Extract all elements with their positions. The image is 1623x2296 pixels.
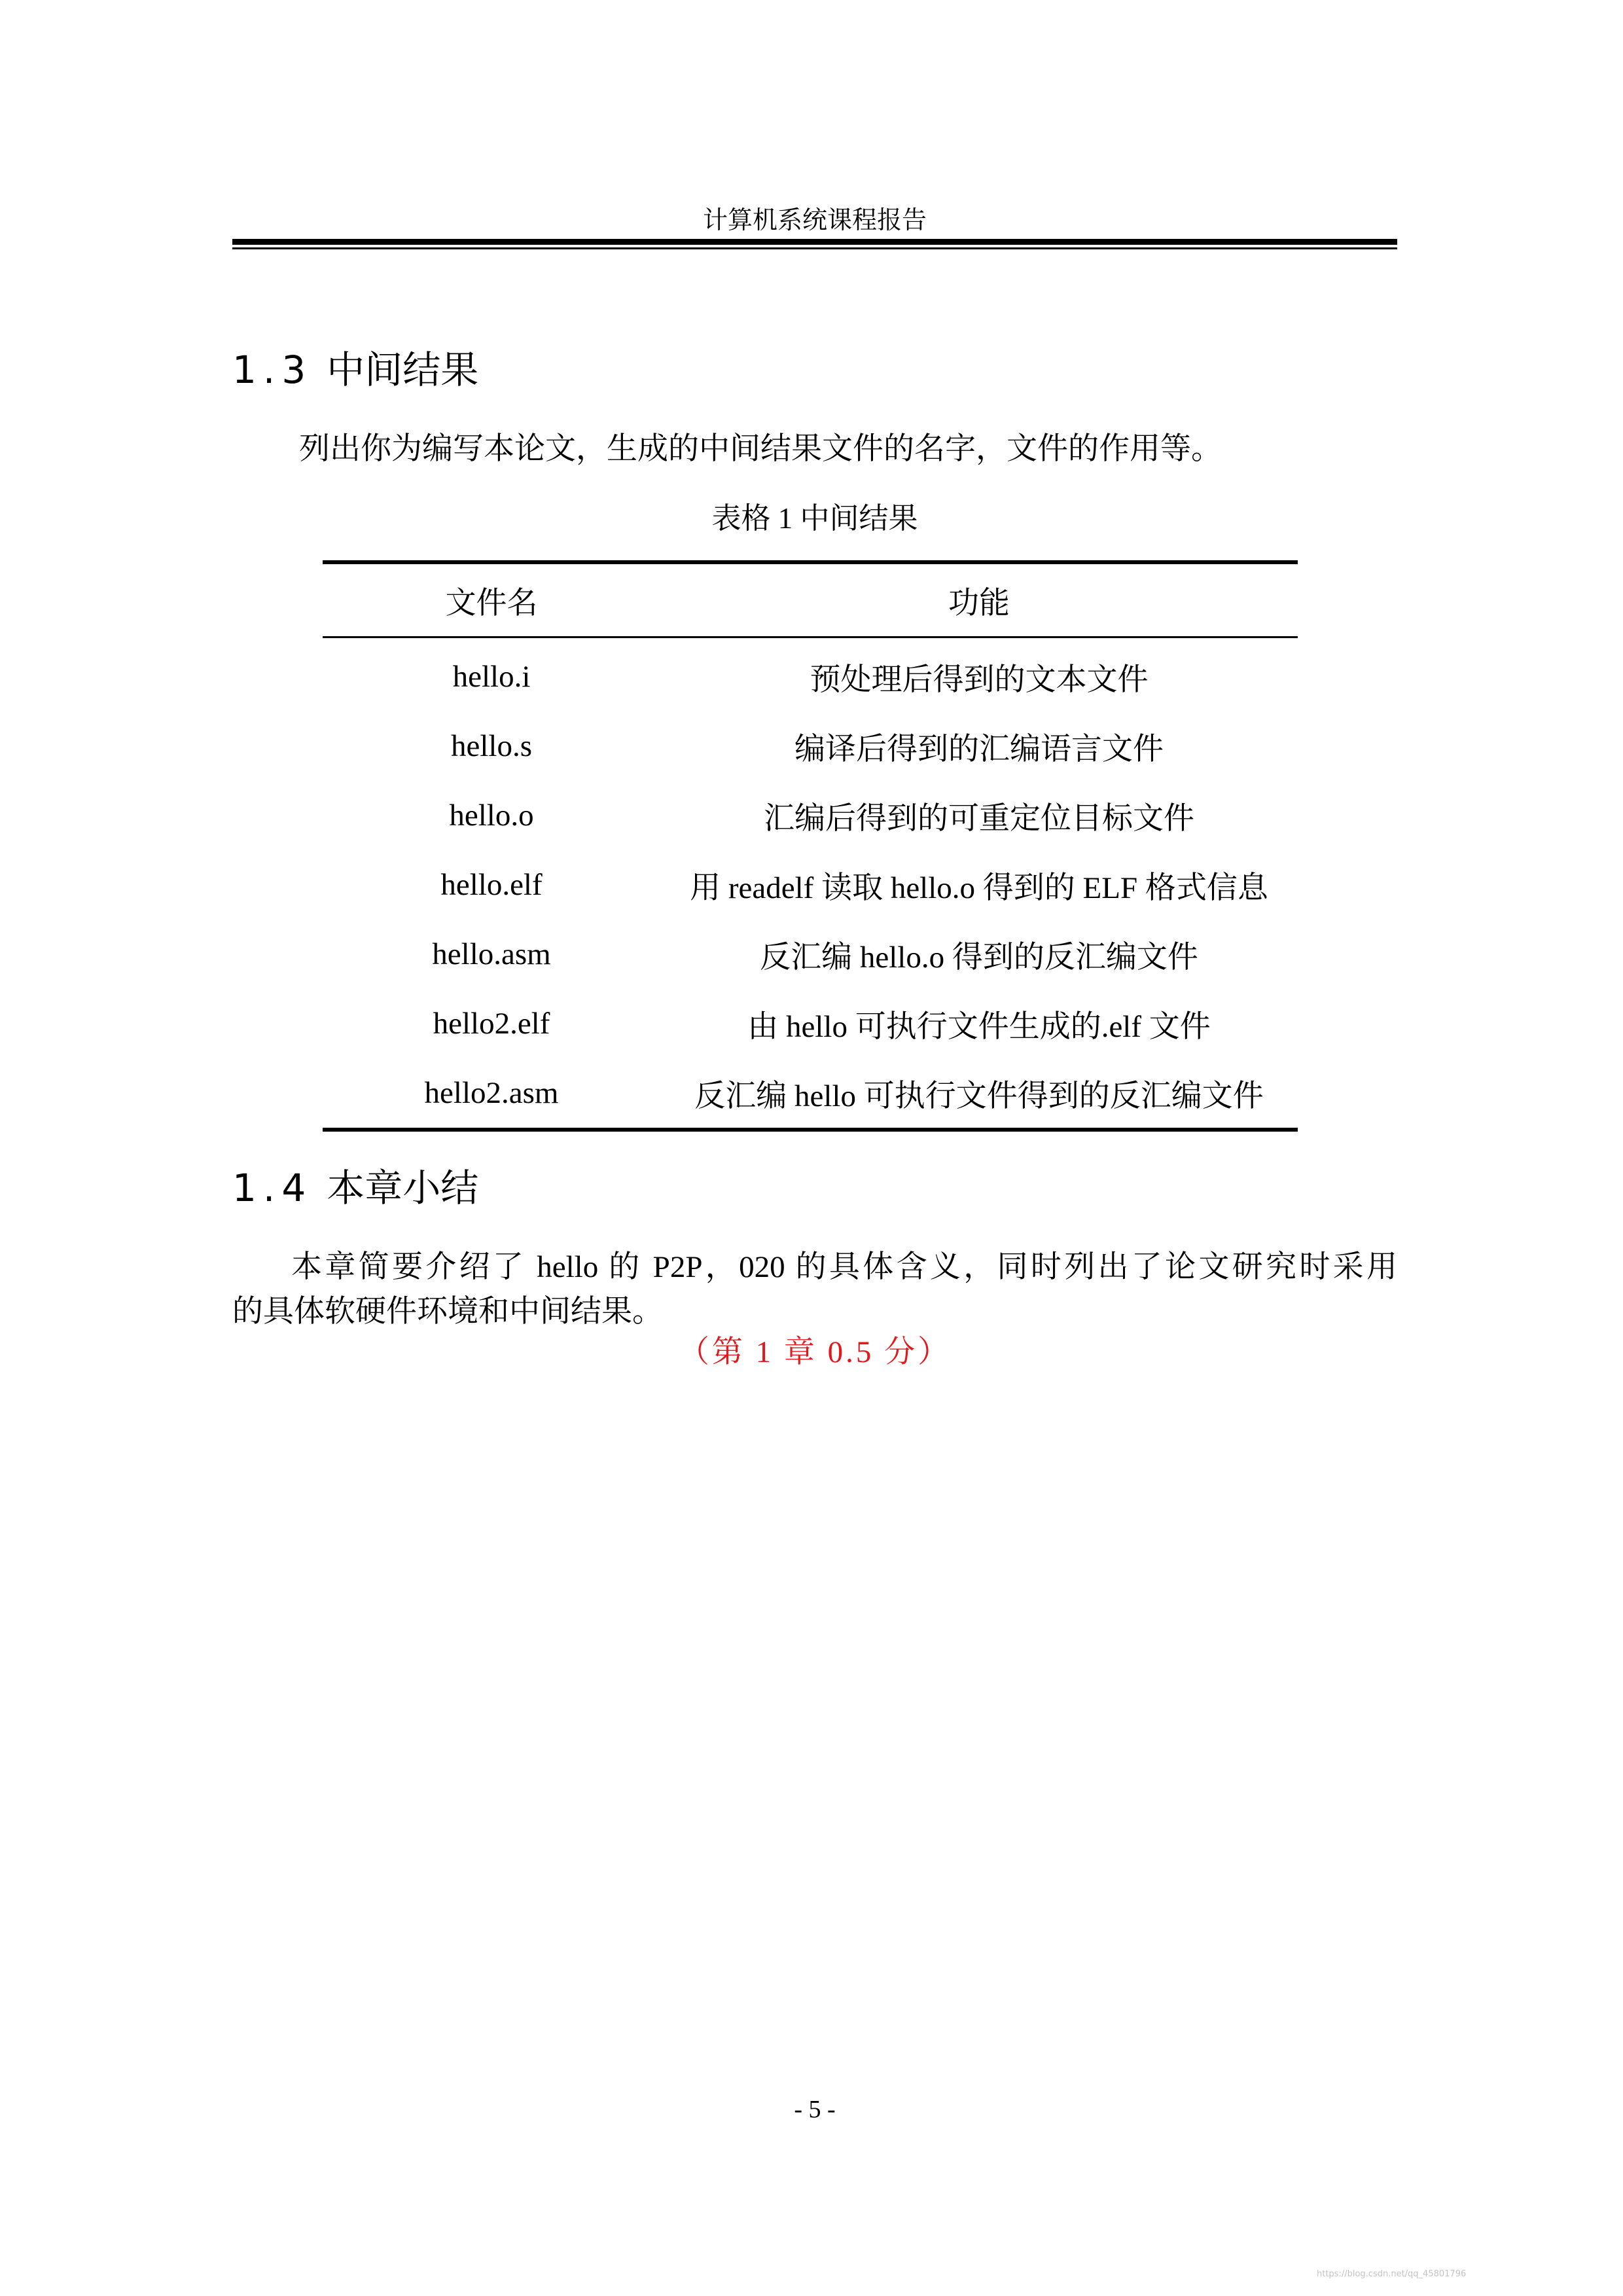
cell-filename: hello.o bbox=[449, 798, 534, 833]
cell-filename: hello2.elf bbox=[433, 1007, 550, 1041]
cell-filename: hello.s bbox=[450, 729, 533, 763]
cell-function: 汇编后得到的可重定位目标文件 bbox=[764, 801, 1194, 836]
cell-filename: hello2.asm bbox=[323, 1058, 660, 1130]
chapter-score-note: （第 1 章 0.5 分） bbox=[678, 1335, 952, 1369]
section-number: 1.3 bbox=[232, 348, 313, 392]
table-row bbox=[323, 1058, 1298, 1130]
cell-function: 预处理后得到的文本文件 bbox=[810, 662, 1149, 697]
section-heading-1-3 bbox=[232, 344, 478, 396]
watermark: https://blog.csdn.net/qq_45801796 bbox=[1317, 2269, 1467, 2279]
header-rule-thick bbox=[232, 239, 1397, 245]
intermediate-results-table bbox=[323, 560, 1298, 1132]
cell-filename: hello.asm bbox=[432, 937, 551, 971]
section-title: 中间结果 bbox=[327, 348, 479, 392]
cell-filename: hello.elf bbox=[440, 868, 543, 902]
section-heading-1-4 bbox=[232, 1162, 478, 1214]
table-caption: 表格 1 中间结果 bbox=[711, 502, 918, 535]
table-row bbox=[323, 781, 1298, 850]
paragraph-line: 本章简要介绍了 hello 的 P2P，020 的具体含义，同时列出了论文研究时采用 bbox=[291, 1250, 1397, 1284]
cell-function: 用 readelf 读取 hello.o 得到的 ELF 格式信息 bbox=[690, 870, 1268, 905]
table-row bbox=[323, 637, 1298, 712]
section-number: 1.4 bbox=[232, 1166, 313, 1210]
cell-function: 反汇编 hello 可执行文件得到的反汇编文件 bbox=[660, 1058, 1298, 1130]
section-title: 本章小结 bbox=[327, 1166, 479, 1210]
section-1-4-paragraph bbox=[232, 1245, 1397, 1334]
cell-function: 由 hello 可执行文件生成的.elf 文件 bbox=[747, 1009, 1211, 1044]
paragraph-line: 的具体软硬件环境和中间结果。 bbox=[232, 1295, 663, 1329]
table-row bbox=[323, 989, 1298, 1058]
cell-function: 反汇编 hello.o 得到的反汇编文件 bbox=[760, 940, 1198, 975]
section-1-3-paragraph: 列出你为编写本论文，生成的中间结果文件的名字，文件的作用等。 bbox=[299, 432, 1222, 466]
column-header-filename: 文件名 bbox=[323, 562, 660, 637]
page-number: - 5 - bbox=[794, 2096, 836, 2123]
running-header: 计算机系统课程报告 bbox=[702, 207, 927, 234]
table-header-row bbox=[323, 562, 1298, 637]
cell-function: 编译后得到的汇编语言文件 bbox=[794, 732, 1164, 766]
header-rule-thin bbox=[232, 247, 1397, 249]
column-header-function: 功能 bbox=[660, 562, 1298, 637]
table-row bbox=[323, 850, 1298, 920]
table-row bbox=[323, 920, 1298, 989]
cell-filename: hello.i bbox=[452, 660, 531, 694]
table-row bbox=[323, 711, 1298, 781]
